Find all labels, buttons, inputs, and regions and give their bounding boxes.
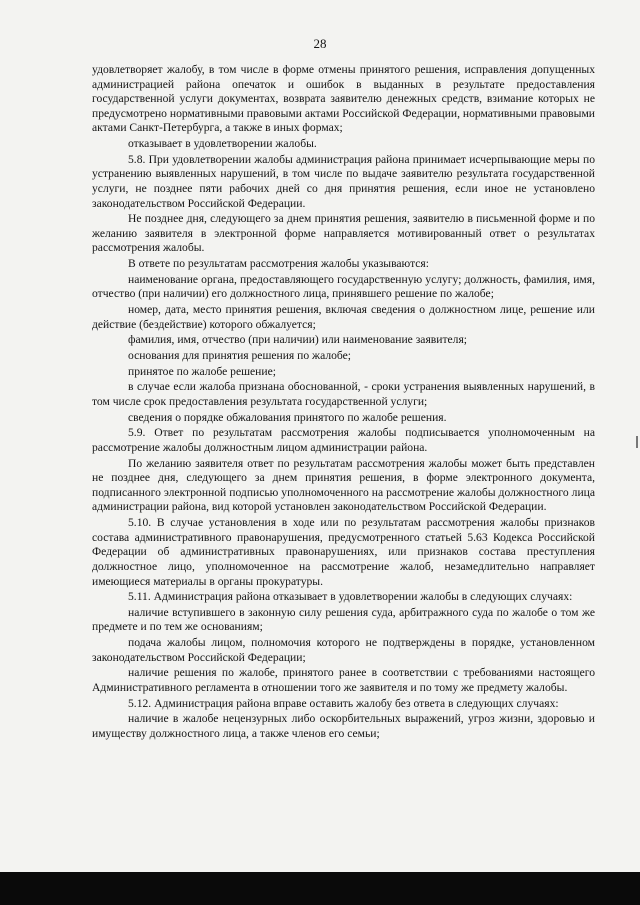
paragraph-reasoned-answer: Не позднее дня, следующего за днем принятия решения, заявителю в письменной форме и по желанию заявителя в электронной форме направляется мотивированный ответ о результатах рассмотрения жалобы.	[92, 212, 595, 255]
scan-footer-band	[0, 872, 640, 905]
paragraph-5-8: 5.8. При удовлетворении жалобы администрация района принимает исчерпывающие меры по устранению выявленных нарушений, в том числе по выдаче заявителю результата государственной услуги, не позднее пяти рабочих дней со дня принятия решения, если иное не установлено законодательством Российской Федерации.	[92, 152, 595, 210]
paragraph-5-12: 5.12. Администрация района вправе оставить жалобу без ответа в следующих случаях:	[128, 696, 559, 710]
paragraph-5-9: 5.9. Ответ по результатам рассмотрения жалобы подписывается уполномоченным на рассмотрение жалобы должностным лицом администрации района.	[92, 426, 595, 454]
page-number: 28	[313, 36, 327, 51]
paragraph-refuse-complaint: отказывает в удовлетворении жалобы.	[128, 137, 317, 151]
document-body	[92, 63, 595, 742]
list-item-remedy-deadlines: в случае если жалоба признана обоснованной, - сроки устранения выявленных нарушений, в том числе срок предоставления результата государственной услуги;	[92, 380, 595, 408]
list-item-unconfirmed-authority: подача жалобы лицом, полномочия которого не подтверждены в порядке, установленном законодательством Российской Федерации;	[92, 636, 595, 664]
paragraph-satisfy-complaint: удовлетворяет жалобу, в том числе в форме отмены принятого решения, исправления допущенных администрацией района опечаток и ошибок в выданных в результате предоставления государственной услуги документах, возврата заявителю денежных средств, взимание которых не предусмотрено нормативными правовыми актами Российской Федерации, нормативными правовыми актами Санкт-Петербурга, а также в иных формах;	[92, 63, 595, 135]
scan-edge-mark	[636, 436, 638, 448]
paragraph-answer-contents-intro: В ответе по результатам рассмотрения жалобы указываются:	[128, 257, 429, 271]
list-item-decision-grounds: основания для принятия решения по жалобе;	[128, 349, 352, 363]
paragraph-5-10: 5.10. В случае установления в ходе или по результатам рассмотрения жалобы признаков состава административного правонарушения, предусмотренного статьей 5.63 Кодекса Российской Федерации об административных правонарушениях, или признаков состава преступления должностное лицо, уполномоченное на рассмотрение жалоб, незамедлительно направляет имеющиеся материалы в органы прокуратуры.	[92, 516, 595, 588]
list-item-prior-decision: наличие решения по жалобе, принятого ранее в соответствии с требованиями настоящего Административного регламента в отношении того же заявителя и по тому же предмету жалобы.	[92, 666, 595, 695]
list-item-authority-name: наименование органа, предоставляющего государственную услугу; должность, фамилия, имя, отчество (при наличии) его должностного лица, принявшего решение по жалобе;	[92, 272, 595, 301]
paragraph-5-11: 5.11. Администрация района отказывает в удовлетворении жалобы в следующих случаях:	[128, 590, 573, 604]
list-item-decision-details: номер, дата, место принятия решения, включая сведения о должностном лице, решение или действие (бездействие) которого обжалуется;	[92, 303, 595, 331]
list-item-decision: принятое по жалобе решение;	[128, 364, 276, 378]
list-item-court-decision: наличие вступившего в законную силу решения суда, арбитражного суда по жалобе о том же предмете и по тем же основаниям;	[92, 605, 595, 634]
paragraph-electronic-answer: По желанию заявителя ответ по результатам рассмотрения жалобы может быть представлен не позднее дня, следующего за днем принятия решения, в форме электронного документа, подписанного электронной подписью уполномоченного на рассмотрение жалобы должностного лица администрации района, вид которой установлен законодательством Российской Федерации.	[92, 456, 595, 514]
list-item-applicant-name: фамилия, имя, отчество (при наличии) или наименование заявителя;	[128, 333, 468, 347]
list-item-offensive-language: наличие в жалобе нецензурных либо оскорбительных выражений, угроз жизни, здоровью и имуществу должностного лица, а также членов его семьи;	[92, 712, 595, 740]
list-item-appeal-procedure: сведения о порядке обжалования принятого по жалобе решения.	[128, 410, 447, 424]
